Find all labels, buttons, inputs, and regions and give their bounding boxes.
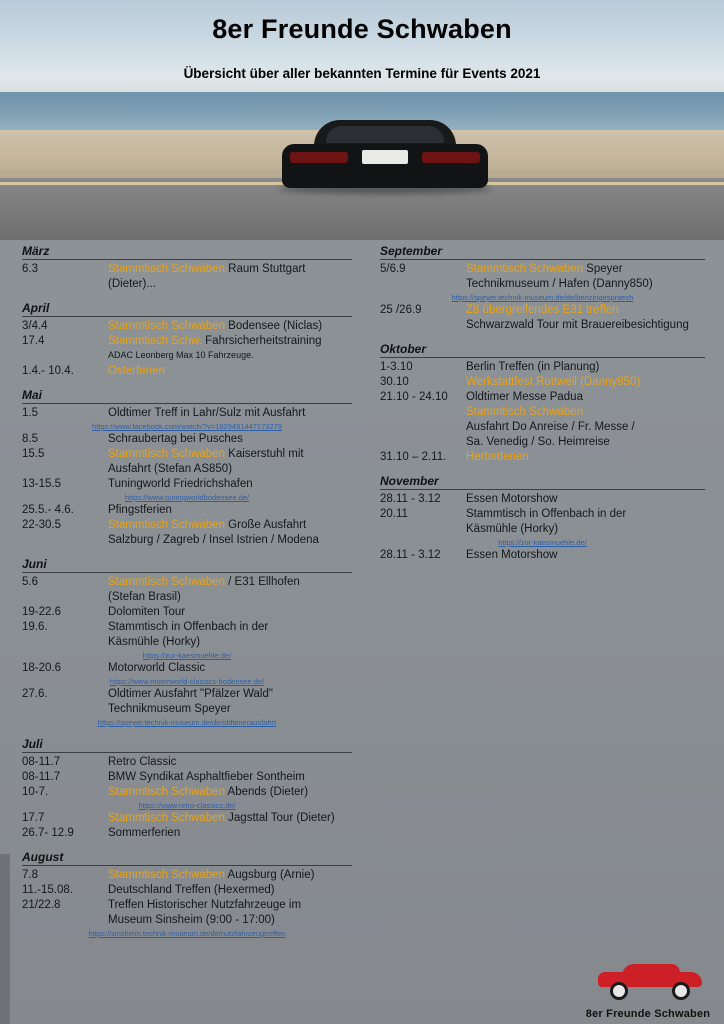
- event-row: [22, 620, 352, 635]
- month-heading: Juni: [22, 557, 352, 573]
- event-date: 1-3.10: [380, 361, 413, 373]
- event-row: [22, 447, 352, 462]
- event-row: [22, 811, 352, 826]
- month-heading: April: [22, 301, 352, 317]
- page-subtitle: Übersicht über aller bekannten Termine für Events 2021: [183, 66, 541, 81]
- event-row: [380, 450, 705, 465]
- event-date: 21/22.8: [22, 899, 61, 911]
- event-row: [22, 319, 352, 334]
- month-heading: Mai: [22, 388, 352, 404]
- event-link[interactable]: https://sinsheim.technik-museum.de/de/nutzfahrzeugtreffen: [88, 929, 286, 938]
- event-row: [22, 518, 352, 533]
- event-date: 17.7: [22, 812, 45, 824]
- event-highlight-text: Herbstferien: [466, 451, 529, 463]
- event-description: [466, 492, 705, 507]
- event-row: [380, 375, 705, 390]
- event-date: 26.7- 12.9: [22, 827, 74, 839]
- event-row-continuation: [22, 533, 352, 548]
- event-detail-text: Schwarzwald Tour mit Brauereibesichtigung: [466, 319, 689, 331]
- month-heading: September: [380, 244, 705, 260]
- event-row-continuation: [380, 522, 705, 537]
- event-description: [108, 811, 352, 826]
- event-text: Deutschland Treffen (Hexermed): [108, 884, 275, 896]
- month-heading: August: [22, 850, 352, 866]
- event-row-continuation: [380, 420, 705, 435]
- event-row: [380, 507, 705, 522]
- event-text: / E31 Ellhofen: [224, 576, 300, 588]
- event-text: Retro Classic: [108, 756, 177, 768]
- event-row: [380, 303, 705, 318]
- event-row: [22, 661, 352, 676]
- event-row: [22, 334, 352, 349]
- event-description: [108, 785, 352, 800]
- event-description: [108, 687, 352, 702]
- event-date: 15.5: [22, 448, 45, 460]
- event-text: Berlin Treffen (in Planung): [466, 361, 600, 373]
- event-text: Essen Motorshow: [466, 493, 558, 505]
- event-date: 31.10 – 2.11.: [380, 451, 447, 463]
- event-description: [108, 661, 352, 676]
- event-row: [22, 687, 352, 702]
- event-date: 3/4.4: [22, 320, 48, 332]
- event-text: Sommerferien: [108, 827, 181, 839]
- event-description: [466, 303, 705, 318]
- event-link[interactable]: https://www.tuningworldbodensee.de/: [124, 493, 250, 502]
- event-detail-text: Ausfahrt (Stefan AS850): [108, 463, 233, 475]
- event-description: [108, 364, 352, 379]
- event-row: [22, 770, 352, 785]
- event-row: [22, 575, 352, 590]
- event-text: Pfingstferien: [108, 504, 172, 516]
- event-description: [466, 390, 705, 405]
- event-detail-text: Stammtisch Schwaben: [466, 406, 583, 418]
- event-description: [108, 605, 352, 620]
- event-row: [22, 826, 352, 841]
- event-row: [22, 605, 352, 620]
- event-row: [22, 868, 352, 883]
- event-row: [22, 883, 352, 898]
- event-text: Kaiserstuhl mit: [224, 448, 304, 460]
- event-text: Dolomiten Tour: [108, 606, 186, 618]
- event-row-continuation: [22, 913, 352, 928]
- page-edge: [0, 854, 10, 1024]
- event-highlight-text: Z8 übergreifendes E31 treffen: [466, 304, 619, 316]
- event-row-continuation: [380, 435, 705, 450]
- event-date: 25 /26.9: [380, 304, 422, 316]
- event-text: Stammtisch in Offenbach in der: [108, 621, 269, 633]
- event-date: 25.5.- 4.6.: [22, 504, 74, 516]
- event-highlight-text: Stammtisch Schwaben: [108, 448, 225, 460]
- event-row-continuation: [22, 702, 352, 717]
- event-description: [466, 262, 705, 277]
- event-text: Fahrsicherheitstraining: [201, 335, 322, 347]
- event-detail-text: Sa. Venedig / So. Heimreise: [466, 436, 610, 448]
- month-heading: Oktober: [380, 342, 705, 358]
- event-description: [108, 319, 352, 334]
- event-row: [380, 360, 705, 375]
- event-row: [22, 785, 352, 800]
- event-highlight-text: Stammtisch Schw.: [108, 335, 202, 347]
- event-date: 28.11 - 3.12: [380, 549, 441, 561]
- event-text: Essen Motorshow: [466, 549, 558, 561]
- red-car-icon: [598, 964, 702, 994]
- event-date: 08-11.7: [22, 771, 61, 783]
- event-description: [466, 548, 705, 563]
- page-title: 8er Freunde Schwaben: [212, 14, 512, 44]
- event-row: [380, 262, 705, 277]
- event-text: Raum Stuttgart: [224, 263, 306, 275]
- event-description: [108, 755, 352, 770]
- event-description: [108, 477, 352, 492]
- event-link[interactable]: https://speyer.technik-museum.de/de/benzingespraech: [451, 293, 634, 302]
- event-row: [22, 898, 352, 913]
- event-description: [466, 360, 705, 375]
- event-highlight-text: Stammtisch Schwaben: [108, 519, 225, 531]
- event-description: [108, 406, 352, 421]
- event-description: [108, 447, 352, 462]
- event-description: [108, 503, 352, 518]
- event-date: 27.6.: [22, 688, 48, 700]
- event-date: 18-20.6: [22, 662, 62, 674]
- event-row: [22, 503, 352, 518]
- event-row-continuation: [22, 462, 352, 477]
- event-date: 21.10 - 24.10: [380, 391, 448, 403]
- event-detail-text: ADAC Leonberg Max 10 Fahrzeuge.: [108, 350, 254, 360]
- event-row-continuation: [22, 590, 352, 605]
- event-link[interactable]: https://speyer.technik-museum.de/de/oldtimerausfahrt: [97, 718, 277, 727]
- event-highlight-text: Stammtisch Schwaben: [108, 263, 225, 275]
- event-detail-text: Museum Sinsheim (9:00 - 17:00): [108, 914, 275, 926]
- event-date: 1.4.- 10.4.: [22, 365, 74, 377]
- event-text: Oldtimer Messe Padua: [466, 391, 583, 403]
- event-highlight-text: Stammtisch Schwaben: [108, 320, 225, 332]
- event-description: [108, 432, 352, 447]
- club-logo-label: 8er Freunde Schwaben: [585, 1008, 711, 1020]
- event-date: 28.11 - 3.12: [380, 493, 441, 505]
- event-date: 7.8: [22, 869, 38, 881]
- event-text: Treffen Historischer Nutzfahrzeuge im: [108, 899, 302, 911]
- event-detail-text: Technikmuseum Speyer: [108, 703, 231, 715]
- event-row: [22, 406, 352, 421]
- event-date: 1.5: [22, 407, 38, 419]
- event-row: [22, 364, 352, 379]
- event-highlight-text: Stammtisch Schwaben: [108, 786, 225, 798]
- event-description: [108, 898, 352, 913]
- event-date: 19-22.6: [22, 606, 62, 618]
- event-date: 20.11: [380, 508, 408, 520]
- event-row: [22, 477, 352, 492]
- event-detail-text: Technikmuseum / Hafen (Danny850): [466, 278, 653, 290]
- event-row: [22, 432, 352, 447]
- event-row: [22, 755, 352, 770]
- event-highlight-text: Stammtisch Schwaben: [108, 869, 225, 881]
- event-text: Tuningworld Friedrichshafen: [108, 478, 253, 490]
- month-heading: November: [380, 474, 705, 490]
- event-date: 17.4: [22, 335, 45, 347]
- event-description: [108, 770, 352, 785]
- event-date: 08-11.7: [22, 756, 61, 768]
- event-description: [466, 507, 705, 522]
- event-text: Augsburg (Arnie): [224, 869, 315, 881]
- event-description: [466, 375, 705, 390]
- event-highlight-text: Stammtisch Schwaben: [108, 576, 225, 588]
- event-date: 10-7.: [22, 786, 49, 798]
- event-text: Speyer: [582, 263, 623, 275]
- event-description: [108, 620, 352, 635]
- month-heading: Juli: [22, 737, 352, 753]
- event-detail-text: Salzburg / Zagreb / Insel Istrien / Modena: [108, 534, 319, 546]
- calendar-column-left: [22, 244, 352, 939]
- event-date: 8.5: [22, 433, 38, 445]
- event-date: 22-30.5: [22, 519, 62, 531]
- event-highlight-text: Stammtisch Schwaben: [108, 812, 225, 824]
- event-detail-text: Käsmühle (Horky): [466, 523, 559, 535]
- event-link[interactable]: https://www.motorworld-classics-bodensee.de/: [109, 677, 265, 686]
- event-text: Oldtimer Treff in Lahr/Sulz mit Ausfahrt: [108, 407, 306, 419]
- bmw-8series-car-icon: [278, 120, 492, 192]
- event-row-continuation: [380, 405, 705, 420]
- event-date: 5.6: [22, 576, 38, 588]
- club-logo: [580, 962, 716, 1020]
- event-row: [380, 548, 705, 563]
- event-row: [380, 390, 705, 405]
- event-description: [108, 826, 352, 841]
- event-link[interactable]: https://zur-kaesmuehle.de/: [142, 651, 232, 660]
- event-highlight-text: Werkstattfest Rottweil (Danny850): [466, 376, 641, 388]
- event-text: Große Ausfahrt: [224, 519, 307, 531]
- event-detail-text: (Stefan Brasil): [108, 591, 181, 603]
- event-date: 5/6.9: [380, 263, 406, 275]
- event-description: [108, 883, 352, 898]
- event-text: Jagsttal Tour (Dieter): [224, 812, 335, 824]
- event-description: [108, 868, 352, 883]
- event-text: Oldtimer Ausfahrt "Pfälzer Wald": [108, 688, 273, 700]
- event-detail-text: (Dieter)...: [108, 278, 156, 290]
- event-text: BMW Syndikat Asphaltfieber Sontheim: [108, 771, 305, 783]
- event-text: Stammtisch in Offenbach in der: [466, 508, 627, 520]
- event-row: [380, 492, 705, 507]
- calendar-column-right: [380, 244, 705, 563]
- event-date: 19.6.: [22, 621, 48, 633]
- event-date: 30.10: [380, 376, 409, 388]
- event-date: 11.-15.08.: [22, 884, 73, 896]
- event-date: 6.3: [22, 263, 38, 275]
- event-link[interactable]: https://zur-kaesmuehle.de/: [498, 538, 587, 547]
- event-description: [108, 575, 352, 590]
- event-highlight-text: Osterferien: [108, 365, 165, 377]
- event-description: [108, 518, 352, 533]
- event-description: [108, 334, 352, 349]
- event-text: Abends (Dieter): [224, 786, 309, 798]
- event-text: Schraubertag bei Pusches: [108, 433, 243, 445]
- event-date: 13-15.5: [22, 478, 62, 490]
- event-row: [22, 262, 352, 277]
- event-row-continuation: [380, 318, 705, 333]
- calendar-sheet: [0, 240, 724, 1024]
- event-link[interactable]: https://www.retro-classics.de/: [138, 801, 236, 810]
- event-detail-text: Ausfahrt Do Anreise / Fr. Messe /: [466, 421, 635, 433]
- event-highlight-text: Stammtisch Schwaben: [466, 263, 583, 275]
- event-detail-text: Käsmühle (Horky): [108, 636, 201, 648]
- event-description: [108, 262, 352, 277]
- event-text: Motorworld Classic: [108, 662, 206, 674]
- event-row-continuation: [22, 277, 352, 292]
- event-text: Bodensee (Niclas): [224, 320, 323, 332]
- event-description: [466, 450, 705, 465]
- event-row-continuation: [22, 349, 352, 364]
- month-heading: März: [22, 244, 352, 260]
- event-row-continuation: [22, 635, 352, 650]
- event-row-continuation: [380, 277, 705, 292]
- event-link[interactable]: https://www.facebook.com/watch/?v=1629491447173279: [92, 422, 282, 431]
